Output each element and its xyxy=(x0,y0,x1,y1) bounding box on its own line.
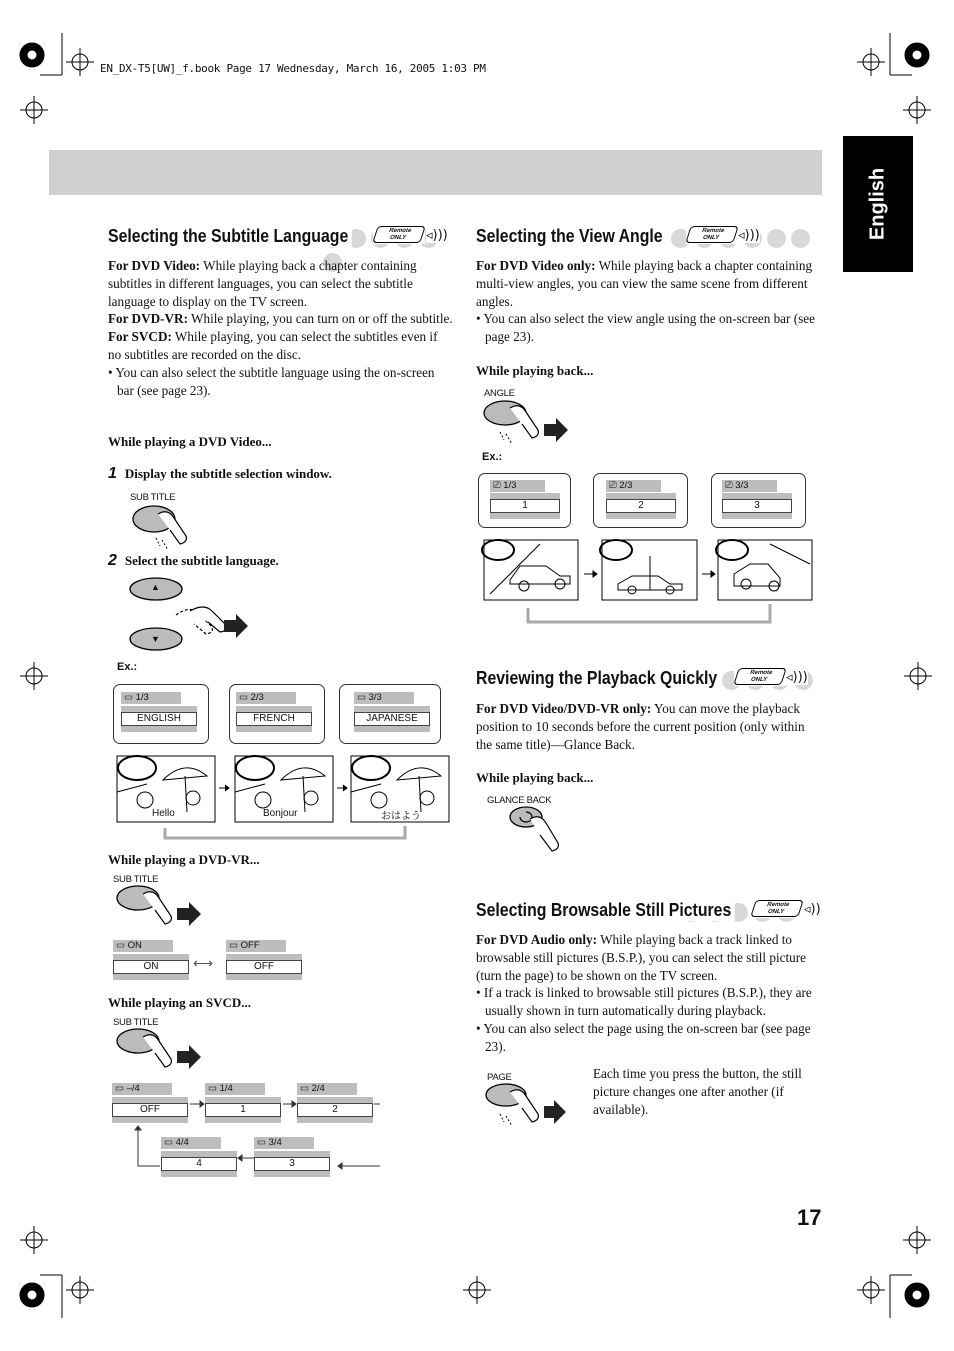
language-tab xyxy=(843,136,913,272)
angle-osd-1: ⎚ 1/3 1 xyxy=(490,480,560,522)
remote-signal-icon: ◃))) xyxy=(738,228,760,243)
angle-intro: For DVD Video only: While playing back a chapter containing multi-view angles, you can view the same scene from different angles. • You can also select the view angle using the on-screen bar (see page 23). xyxy=(476,258,815,345)
subtitle-section-title: Selecting the Subtitle Language xyxy=(108,226,352,247)
remote-only-badge: Remote ONLY xyxy=(686,226,738,244)
title-band xyxy=(49,150,822,195)
svcd-subtitle-button-label: SUB TITLE xyxy=(113,1017,159,1028)
cursor-buttons-icon[interactable] xyxy=(128,575,258,655)
svcd-osd-4: ▭ 4/4 4 xyxy=(161,1137,237,1181)
subtitle-osd-english: ▭ 1/3 ENGLISH xyxy=(121,692,197,736)
subtitle-intro: For DVD Video: While playing back a chapter containing subtitles in different languages, you can select the subtitle language to display on the TV screen. For DVD-VR: While playing, you can turn on or off the subtitle. For SVCD: While playing, you can select the subtitles even if no subtitles are recorded on the disc. • You can also select the subtitle language using the on-screen bar (see page 23). xyxy=(108,258,453,398)
vr-osd-on: ▭ ON ON xyxy=(113,940,189,984)
angle-while-label: While playing back... xyxy=(476,363,594,378)
angle-ex-label: Ex.: xyxy=(482,451,503,463)
caption-hello: Hello xyxy=(152,808,175,819)
svcd-subtitle-button-press-icon[interactable] xyxy=(113,1027,208,1077)
language-tab-label: English xyxy=(866,167,889,241)
bsp-note: Each time you press the button, the still picture changes one after another (if available). xyxy=(593,1066,802,1117)
subtitle-scene-illustrations xyxy=(115,752,455,844)
while-svcd-label: While playing an SVCD... xyxy=(108,995,252,1010)
subtitle-button-label: SUB TITLE xyxy=(130,492,176,503)
camera-icon: ⎚ xyxy=(609,480,620,491)
remote-only-badge: Remote ONLY xyxy=(734,668,786,686)
page-button-label: PAGE xyxy=(487,1072,512,1083)
subtitle-icon: ▭ xyxy=(164,1137,176,1148)
subtitle-icon: ▭ xyxy=(257,1137,269,1148)
vr-subtitle-button-label: SUB TITLE xyxy=(113,874,159,885)
bsp-intro: For DVD Audio only: While playing back a track linked to browsable still pictures (B.S.P.), you can select the still picture (turn the page) to be shown on the TV screen. • If a track is linked to browsable still pictures (B.S.P.), they are usually shown in turn automatically during playback. • You can also select the page using the on-screen bar (see page 23). xyxy=(476,932,812,1054)
remote-signal-icon: ◃)) xyxy=(804,902,821,917)
angle-section-header xyxy=(476,226,821,248)
subtitle-button-press-icon[interactable] xyxy=(128,502,198,552)
svcd-cycle-arrows xyxy=(110,1080,380,1192)
remote-only-badge: Remote ONLY xyxy=(751,900,803,918)
svcd-osd-1: ▭ 1/4 1 xyxy=(205,1083,281,1127)
subtitle-icon: ▭ xyxy=(229,940,241,951)
angle-section-title: Selecting the View Angle xyxy=(476,226,666,247)
subtitle-icon: ▭ xyxy=(124,692,136,703)
subtitle-section-header xyxy=(108,226,453,248)
subtitle-icon: ▭ xyxy=(300,1083,312,1094)
down-arrow-icon: ▼ xyxy=(151,634,160,644)
remote-signal-icon: ◃))) xyxy=(426,228,448,243)
subtitle-osd-japanese: ▭ 3/3 JAPANESE xyxy=(354,692,430,736)
review-section-header xyxy=(476,668,821,690)
subtitle-icon: ▭ xyxy=(116,940,128,951)
remote-only-badge: Remote ONLY xyxy=(373,226,425,244)
vr-toggle-arrow-icon: ⟷ xyxy=(193,955,214,971)
step-1: 1 Display the subtitle selection window. xyxy=(108,465,332,482)
subtitle-icon: ▭ xyxy=(357,692,369,703)
bsp-section-header xyxy=(476,900,821,922)
bsp-section-title: Selecting Browsable Still Pictures xyxy=(476,900,735,921)
file-header-line: EN_DX-T5[UW]_f.book Page 17 Wednesday, March 16, 2005 1:03 PM xyxy=(100,62,486,75)
remote-signal-icon: ◃))) xyxy=(786,670,808,685)
while-dvd-label: While playing a DVD Video... xyxy=(108,434,272,449)
svcd-osd-off: ▭ –/4 OFF xyxy=(112,1083,188,1127)
subtitle-icon: ▭ xyxy=(115,1083,127,1094)
glance-back-button-press-icon[interactable] xyxy=(506,805,576,860)
step-2: 2 Select the subtitle language. xyxy=(108,552,279,569)
while-vr-label: While playing a DVD-VR... xyxy=(108,852,260,867)
angle-car-illustrations xyxy=(480,534,820,626)
vr-osd-off: ▭ OFF OFF xyxy=(226,940,302,984)
angle-button-label: ANGLE xyxy=(484,388,515,399)
subtitle-osd-french: ▭ 2/3 FRENCH xyxy=(236,692,312,736)
review-while-label: While playing back... xyxy=(476,770,594,785)
caption-bonjour: Bonjour xyxy=(263,808,298,819)
angle-button-press-icon[interactable] xyxy=(480,398,575,450)
subtitle-icon: ▭ xyxy=(239,692,251,703)
review-section-title: Reviewing the Playback Quickly xyxy=(476,668,721,689)
svcd-osd-2: ▭ 2/4 2 xyxy=(297,1083,373,1127)
page-button-press-icon[interactable] xyxy=(482,1082,577,1132)
subtitle-ex-label: Ex.: xyxy=(117,661,138,673)
caption-ohayou: おはよう xyxy=(381,811,421,822)
angle-osd-2: ⎚ 2/3 2 xyxy=(606,480,676,522)
up-arrow-icon: ▲ xyxy=(151,582,160,592)
glance-back-button-label: GLANCE BACK xyxy=(487,795,552,806)
camera-icon: ⎚ xyxy=(493,480,504,491)
subtitle-icon: ▭ xyxy=(208,1083,220,1094)
review-intro: For DVD Video/DVD-VR only: You can move the playback position to 10 seconds before the current position (only within the same title)—Glance Back. xyxy=(476,701,805,752)
page-number: 17 xyxy=(797,1205,822,1230)
camera-icon: ⎚ xyxy=(725,480,736,491)
svcd-osd-3: ▭ 3/4 3 xyxy=(254,1137,330,1181)
vr-subtitle-button-press-icon[interactable] xyxy=(113,884,208,934)
angle-osd-3: ⎚ 3/3 3 xyxy=(722,480,792,522)
